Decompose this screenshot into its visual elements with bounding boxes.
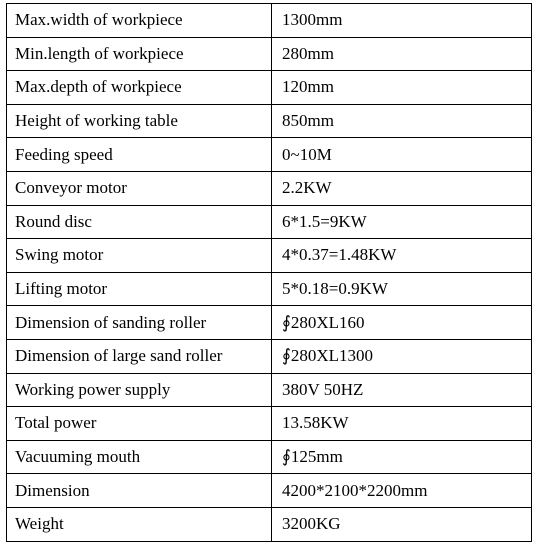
spec-label: Vacuuming mouth: [7, 440, 272, 474]
spec-value: 850mm: [272, 104, 532, 138]
spec-label: Feeding speed: [7, 138, 272, 172]
table-row: [7, 71, 532, 105]
spec-value: 2.2KW: [272, 171, 532, 205]
table-row: [7, 104, 532, 138]
spec-value: 3200KG: [272, 507, 532, 541]
spec-value: 13.58KW: [272, 407, 532, 441]
spec-value: 4200*2100*2200mm: [272, 474, 532, 508]
spec-label: Dimension of large sand roller: [7, 339, 272, 373]
spec-label: Swing motor: [7, 239, 272, 273]
specification-table: [6, 3, 532, 542]
spec-value: 5*0.18=0.9KW: [272, 272, 532, 306]
spec-value: ∮125mm: [272, 440, 532, 474]
spec-value: 4*0.37=1.48KW: [272, 239, 532, 273]
spec-label: Round disc: [7, 205, 272, 239]
table-row: [7, 507, 532, 541]
table-row: [7, 474, 532, 508]
spec-value: ∮280XL1300: [272, 339, 532, 373]
spec-label: Min.length of workpiece: [7, 37, 272, 71]
spec-value: 120mm: [272, 71, 532, 105]
spec-label: Max.width of workpiece: [7, 4, 272, 38]
spec-label: Weight: [7, 507, 272, 541]
spec-label: Total power: [7, 407, 272, 441]
table-row: [7, 407, 532, 441]
table-row: [7, 272, 532, 306]
spec-label: Working power supply: [7, 373, 272, 407]
spec-label: Lifting motor: [7, 272, 272, 306]
table-row: [7, 4, 532, 38]
spec-value: 380V 50HZ: [272, 373, 532, 407]
table-row: [7, 339, 532, 373]
spec-label: Dimension of sanding roller: [7, 306, 272, 340]
specification-table-body: [7, 4, 532, 542]
table-row: [7, 138, 532, 172]
spec-label: Height of working table: [7, 104, 272, 138]
table-row: [7, 239, 532, 273]
spec-value: 1300mm: [272, 4, 532, 38]
spec-label: Dimension: [7, 474, 272, 508]
table-row: [7, 440, 532, 474]
spec-label: Max.depth of workpiece: [7, 71, 272, 105]
spec-value: 0~10M: [272, 138, 532, 172]
table-row: [7, 205, 532, 239]
table-row: [7, 373, 532, 407]
spec-value: 280mm: [272, 37, 532, 71]
spec-label: Conveyor motor: [7, 171, 272, 205]
table-row: [7, 171, 532, 205]
table-row: [7, 37, 532, 71]
table-row: [7, 306, 532, 340]
spec-value: ∮280XL160: [272, 306, 532, 340]
spec-value: 6*1.5=9KW: [272, 205, 532, 239]
